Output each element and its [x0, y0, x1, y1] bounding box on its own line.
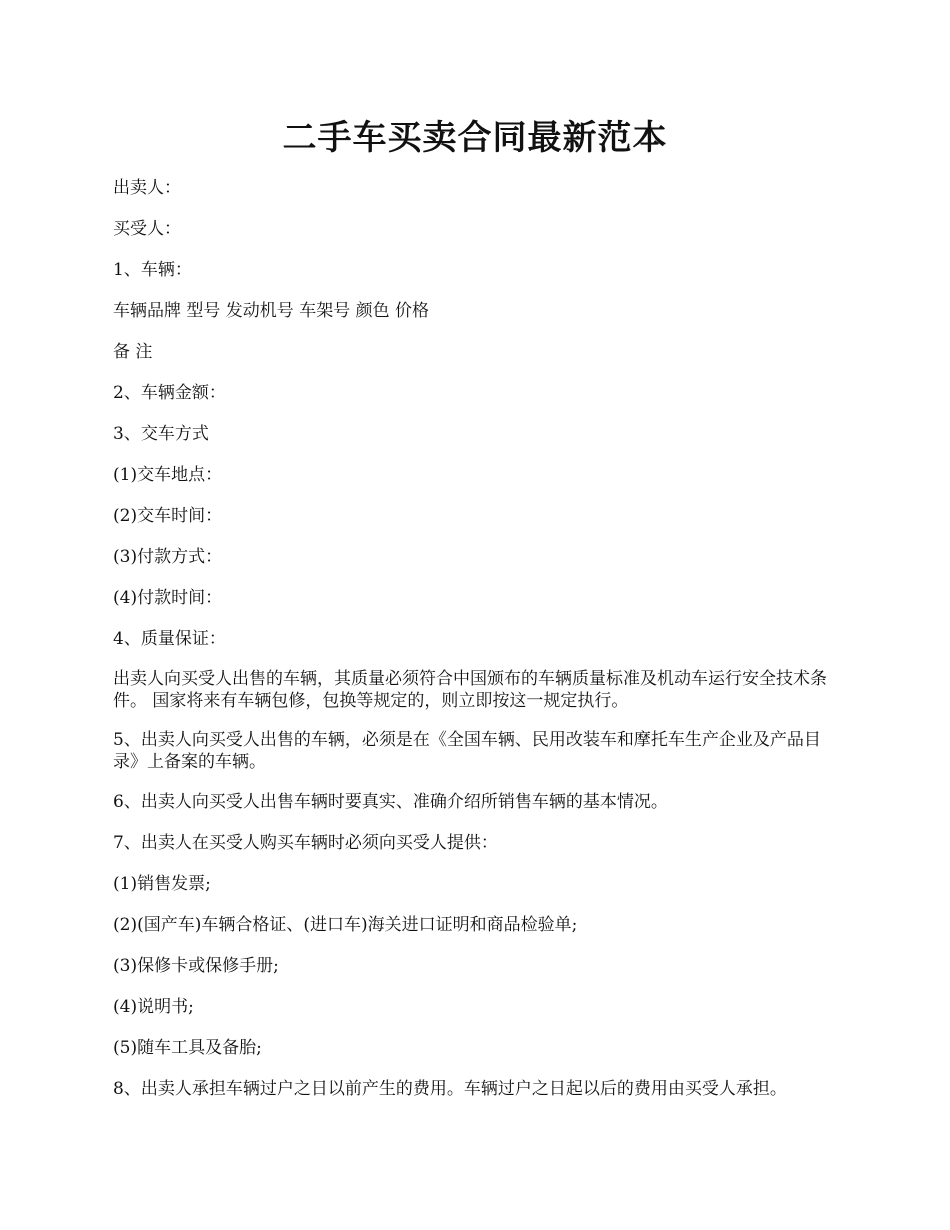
section-4-heading: 4、质量保证： [113, 629, 226, 649]
tools-item: (5)随车工具及备胎; [113, 1038, 262, 1058]
remarks-line: 备 注 [113, 342, 153, 362]
seller-line: 出卖人： [113, 178, 181, 198]
invoice-item: (1)销售发票; [113, 874, 211, 894]
buyer-line: 买受人： [113, 219, 181, 239]
document-title: 二手车买卖合同最新范本 [282, 118, 668, 158]
vehicle-fields-line: 车辆品牌 型号 发动机号 车架号 颜色 价格 [113, 301, 430, 321]
section-8-paragraph: 8、出卖人承担车辆过户之日以前产生的费用。车辆过户之日起以后的费用由买受人承担。 [113, 1079, 787, 1099]
section-6-paragraph: 6、出卖人向买受人出售车辆时要真实、准确介绍所销售车辆的基本情况。 [113, 792, 668, 812]
warranty-item: (3)保修卡或保修手册; [113, 956, 279, 976]
delivery-time-line: (2)交车时间： [113, 506, 223, 526]
quality-guarantee-paragraph: 出卖人向买受人出售的车辆，其质量必须符合中国颁布的车辆质量标准及机动车运行安全技术条件。 国家将来有车辆包修，包换等规定的，则立即按这一规定执行。 [113, 669, 827, 711]
section-7-heading: 7、出卖人在买受人购买车辆时必须向买受人提供： [113, 833, 498, 853]
document-body [113, 176, 843, 1118]
certificate-item: (2)(国产车)车辆合格证、(进口车)海关进口证明和商品检验单; [113, 915, 578, 935]
payment-time-line: (4)付款时间： [113, 588, 223, 608]
manual-item: (4)说明书; [113, 997, 194, 1017]
section-1-heading: 1、车辆： [113, 260, 192, 280]
payment-method-line: (3)付款方式： [113, 547, 223, 567]
delivery-location-line: (1)交车地点： [113, 465, 223, 485]
section-3-heading: 3、交车方式 [113, 424, 209, 444]
section-2-heading: 2、车辆金额： [113, 383, 226, 403]
section-5-paragraph: 5、出卖人向买受人出售的车辆，必须是在《全国车辆、民用改装车和摩托车生产企业及产品目录》上备案的车辆。 [113, 730, 821, 772]
